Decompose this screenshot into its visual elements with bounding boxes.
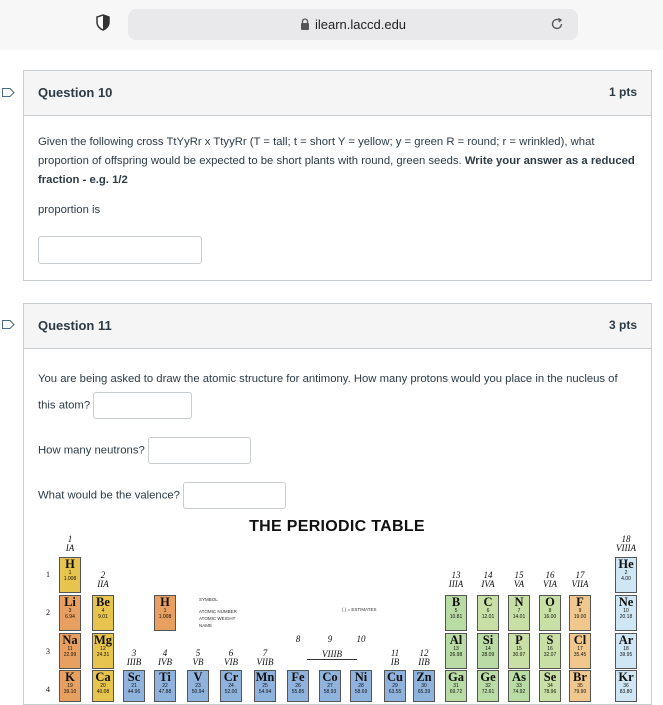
element-cell-ni: Ni 28 58.69 — [350, 670, 372, 702]
element-cell-cr: Cr 24 52.00 — [220, 670, 242, 702]
prompt-text: Given the following cross TtYyRr x TtyyRr (T = tall; t = short Y = yellow; y = green R = round; r = wrinkled), what proportion of offspring would be expected to be short plants with round, green seeds. — [38, 136, 595, 167]
group-1-header: 1 IA — [65, 534, 75, 553]
group-6-header: 6 VIB — [224, 648, 238, 667]
group-3-header: 3 IIIB — [126, 648, 142, 667]
element-cell-p: P 15 30.97 — [508, 633, 530, 669]
group-8-header: 8 — [295, 634, 301, 644]
element-cell-be: Be 4 9.01 — [92, 595, 114, 631]
periodic-table-image — [37, 515, 637, 700]
element-cell-c: C 6 12.01 — [477, 595, 499, 631]
element-cell-zn: Zn 30 65.39 — [413, 670, 435, 702]
group-11-header: 11 IB — [390, 648, 400, 667]
group-7-header: 7 VIIB — [256, 648, 274, 667]
group-10-header: 10 — [356, 634, 366, 644]
group-17-header: 17 VIIA — [571, 570, 589, 589]
reload-icon[interactable] — [550, 17, 564, 31]
question-title: Question 11 — [38, 318, 112, 333]
address-bar[interactable] — [128, 9, 578, 40]
period-4-label: 4 — [46, 685, 50, 694]
proportion-answer-input[interactable] — [38, 236, 202, 264]
lock-icon — [300, 18, 310, 30]
question-11-prompt — [38, 367, 637, 419]
element-cell-br: Br 35 79.90 — [569, 670, 591, 702]
element-cell-fe: Fe 26 55.85 — [287, 670, 309, 702]
question-points: 3 pts — [608, 318, 637, 332]
group-2-header: 2 IIA — [97, 570, 109, 589]
period-3-label: 3 — [46, 647, 50, 656]
group-4-header: 4 IVB — [158, 648, 172, 667]
element-cell-b: B 5 10.81 — [445, 595, 467, 631]
group-viiib-header: VIIIB — [307, 650, 357, 660]
valence-answer-input[interactable] — [183, 482, 286, 509]
valence-label: What would be the valence? — [38, 489, 180, 502]
group-15-header: 15 VA — [513, 570, 525, 589]
browser-toolbar — [0, 0, 663, 50]
element-cell-v: V 23 50.94 — [187, 670, 209, 702]
legend-atomic-number-label: ATOMIC NUMBER — [199, 609, 237, 614]
flag-question-11-icon[interactable] — [2, 320, 15, 329]
legend-sample-cell: H 1 1.008 — [154, 595, 176, 631]
element-cell-k: K 19 39.10 — [59, 670, 81, 702]
flag-question-10-icon[interactable] — [2, 88, 15, 97]
element-cell-na: Na 11 22.99 — [59, 633, 81, 669]
legend-symbol-label: SYMBOL — [199, 597, 218, 602]
element-cell-o: O 8 16.00 — [539, 595, 561, 631]
element-cell-s: S 16 32.07 — [539, 633, 561, 669]
periodic-table-title: THE PERIODIC TABLE — [249, 518, 425, 535]
element-cell-se: Se 34 78.96 — [539, 670, 561, 702]
group-12-header: 12 IIB — [418, 648, 430, 667]
element-cell-al: Al 13 26.98 — [445, 633, 467, 669]
url-text: ilearn.laccd.edu — [314, 17, 407, 32]
group-16-header: 16 VIA — [543, 570, 557, 589]
group-14-header: 14 IVA — [481, 570, 495, 589]
question-points: 1 pts — [608, 85, 637, 99]
element-cell-li: Li 3 6.94 — [59, 595, 81, 631]
element-cell-as: As 33 74.92 — [508, 670, 530, 702]
element-cell-f: F 9 19.00 — [569, 595, 591, 631]
element-cell-ge: Ge 32 72.61 — [477, 670, 499, 702]
legend-name-label: NAME — [199, 623, 213, 628]
element-cell-sc: Sc 21 44.96 — [123, 670, 145, 702]
element-cell-ca: Ca 20 40.08 — [92, 670, 114, 702]
group-9-header: 9 — [327, 634, 333, 644]
legend-estimates-label: ( ) = ESTIMATES — [342, 607, 377, 612]
question-11-header — [24, 304, 651, 349]
element-cell-ne: Ne 10 20.18 — [615, 595, 637, 631]
element-cell-n: N 7 14.01 — [508, 595, 530, 631]
element-cell-h: H 1 1.008 — [59, 557, 81, 593]
element-cell-si: Si 14 28.09 — [477, 633, 499, 669]
period-1-label: 1 — [46, 570, 50, 579]
privacy-shield-icon[interactable] — [96, 14, 110, 31]
question-title: Question 10 — [38, 85, 113, 100]
element-cell-cu: Cu 29 63.55 — [384, 670, 406, 702]
element-cell-he: He 2 4.00 — [615, 557, 637, 593]
answer-label: proportion is — [38, 204, 101, 216]
question-10-card — [23, 70, 652, 281]
group-5-header: 5 VB — [192, 648, 204, 667]
neutrons-label: How many neutrons? — [38, 444, 145, 457]
element-cell-ti: Ti 22 47.88 — [154, 670, 176, 702]
element-cell-mn: Mn 25 54.94 — [254, 670, 276, 702]
element-cell-ga: Ga 31 69.72 — [445, 670, 467, 702]
prompt-text: You are being asked to draw the atomic structure for antimony. How many protons would you place in the nucleus of this atom? — [38, 373, 618, 412]
period-2-label: 2 — [46, 608, 50, 617]
prompt-instruction: Write your answer as a reduced fraction - e.g. 1/2 — [38, 155, 635, 186]
protons-answer-input[interactable] — [93, 392, 192, 419]
legend-atomic-weight-label: ATOMIC WEIGHT — [199, 616, 236, 621]
element-cell-ar: Ar 18 39.95 — [615, 633, 637, 669]
element-cell-cl: Cl 17 35.45 — [569, 633, 591, 669]
group-18-header: 18 VIIIA — [616, 534, 636, 553]
element-cell-kr: Kr 36 83.80 — [615, 670, 637, 702]
element-cell-co: Co 27 58.93 — [319, 670, 341, 702]
element-cell-mg: Mg 12 24.31 — [92, 633, 114, 669]
neutrons-answer-input[interactable] — [148, 437, 251, 464]
group-13-header: 13 IIIA — [448, 570, 464, 589]
question-10-header — [24, 71, 651, 116]
question-10-prompt — [38, 133, 637, 190]
